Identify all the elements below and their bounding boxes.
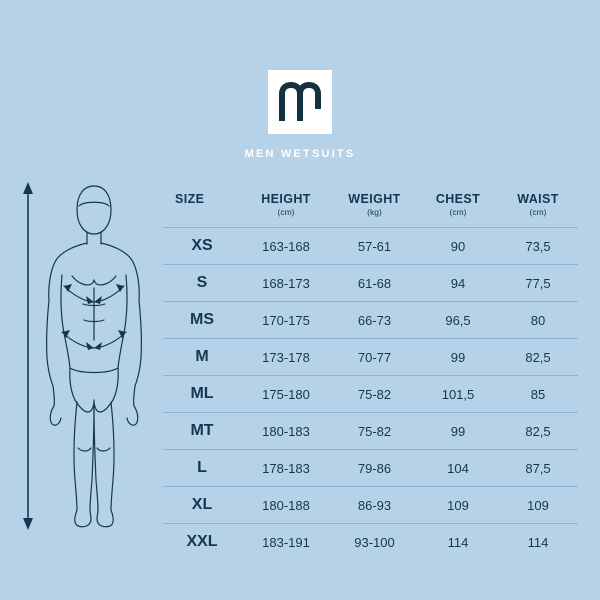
cell-weight: 79-86	[331, 450, 418, 487]
table-row	[163, 376, 578, 413]
cell-size: S	[163, 265, 241, 302]
cell-chest: 94	[418, 265, 498, 302]
table-row	[163, 228, 578, 265]
height-arrow-icon	[23, 182, 33, 530]
cell-weight: 66-73	[331, 302, 418, 339]
cell-weight: 93-100	[354, 534, 395, 550]
cell-size: XL	[163, 487, 241, 524]
table-row	[163, 339, 578, 376]
cell-chest: 96,5	[418, 302, 498, 339]
column-header-weight-unit: (kg)	[367, 207, 382, 217]
cell-size: M	[163, 339, 241, 376]
table-row	[163, 524, 578, 561]
column-header-waist-label: WAIST	[517, 192, 559, 206]
cell-size: L	[163, 450, 241, 487]
column-header-height-label: HEIGHT	[261, 192, 311, 206]
column-header-chest-label: CHEST	[435, 192, 481, 206]
cell-size: ML	[163, 376, 241, 413]
table-row	[163, 265, 578, 302]
cell-waist: 82,5	[498, 413, 578, 450]
column-header-waist	[498, 186, 578, 228]
cell-size: MT	[163, 413, 241, 450]
cell-height: 175-180	[241, 376, 331, 413]
table-header-row	[163, 186, 578, 228]
cell-size: MS	[163, 302, 241, 339]
column-header-chest	[418, 186, 498, 228]
cell-height: 170-175	[241, 302, 331, 339]
column-header-size-label: SIZE	[175, 192, 205, 206]
male-body-diagram	[22, 180, 162, 540]
cell-weight: 75-82	[331, 376, 418, 413]
size-table	[163, 186, 578, 560]
body-figure-svg	[22, 180, 162, 540]
cell-size: XXL	[186, 533, 218, 550]
cell-waist: 80	[498, 302, 578, 339]
cell-weight: 75-82	[331, 413, 418, 450]
cell-waist: 114	[527, 534, 549, 550]
cell-chest: 101,5	[418, 376, 498, 413]
table-row	[163, 487, 578, 524]
letter-m-logo-icon	[278, 82, 322, 122]
page-title: MEN WETSUITS	[244, 148, 356, 160]
table-row	[163, 413, 578, 450]
cell-weight: 70-77	[331, 339, 418, 376]
cell-chest: 99	[418, 339, 498, 376]
cell-size: XS	[163, 228, 241, 265]
column-header-weight-label: WEIGHT	[348, 192, 401, 206]
cell-weight: 86-93	[331, 487, 418, 524]
column-header-chest-unit: (cm)	[449, 207, 467, 217]
column-header-waist-unit: (cm)	[529, 207, 547, 217]
cell-chest: 109	[418, 487, 498, 524]
cell-waist: 82,5	[498, 339, 578, 376]
cell-height: 178-183	[241, 450, 331, 487]
size-table-container	[163, 186, 578, 560]
cell-height: 163-168	[241, 228, 331, 265]
cell-waist: 73,5	[498, 228, 578, 265]
cell-weight: 61-68	[331, 265, 418, 302]
brand-logo	[268, 70, 332, 134]
column-header-height	[241, 186, 331, 228]
table-row	[163, 302, 578, 339]
column-header-size	[163, 186, 241, 228]
cell-chest: 114	[447, 534, 469, 550]
column-header-height-unit: (cm)	[277, 207, 295, 217]
cell-chest: 104	[418, 450, 498, 487]
table-row	[163, 450, 578, 487]
cell-weight: 57-61	[331, 228, 418, 265]
cell-chest: 99	[418, 413, 498, 450]
cell-height: 180-183	[241, 413, 331, 450]
column-header-weight	[331, 186, 418, 228]
cell-waist: 77,5	[498, 265, 578, 302]
cell-chest: 90	[418, 228, 498, 265]
cell-height: 173-178	[241, 339, 331, 376]
cell-waist: 85	[498, 376, 578, 413]
cell-waist: 109	[498, 487, 578, 524]
cell-height: 180-188	[241, 487, 331, 524]
cell-height: 183-191	[262, 534, 310, 550]
cell-waist: 87,5	[498, 450, 578, 487]
cell-height: 168-173	[241, 265, 331, 302]
